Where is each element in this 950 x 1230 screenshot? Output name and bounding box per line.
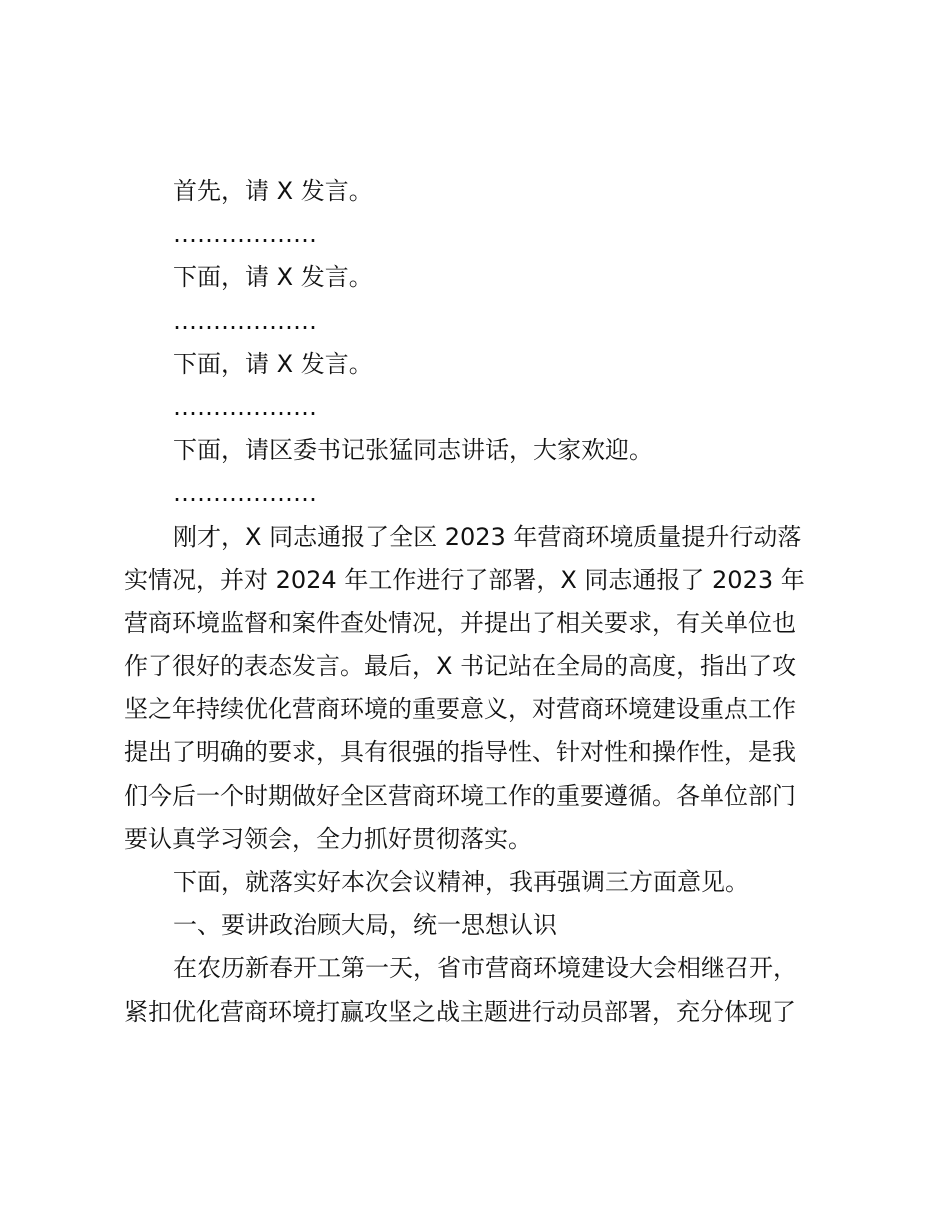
text-line: 下面，请 X 发言。 xyxy=(173,349,373,378)
paragraph-line: 实情况，并对 2024 年工作进行了部署，X 同志通报了 2023 年 xyxy=(124,565,805,594)
paragraph-line: 在农历新春开工第一天，省市营商环境建设大会相继召开， xyxy=(173,954,797,983)
paragraph-line: 提出了明确的要求，具有很强的指导性、针对性和操作性，是我 xyxy=(124,738,796,767)
paragraph-line: 紧扣优化营商环境打赢攻坚之战主题进行动员部署，充分体现了 xyxy=(124,997,796,1026)
ellipsis-line: ……………… xyxy=(173,392,317,421)
ellipsis-line: ……………… xyxy=(173,479,317,508)
text-line: 下面，请 X 发言。 xyxy=(173,263,373,292)
paragraph-line: 营商环境监督和案件查处情况，并提出了相关要求，有关单位也 xyxy=(124,608,796,637)
text-line: 下面，请区委书记张猛同志讲话，大家欢迎。 xyxy=(173,436,653,465)
paragraph-line: 作了很好的表态发言。最后，X 书记站在全局的高度，指出了攻 xyxy=(124,652,797,681)
paragraph-line: 要认真学习领会，全力抓好贯彻落实。 xyxy=(124,824,532,853)
paragraph-line: 们今后一个时期做好全区营商环境工作的重要遵循。各单位部门 xyxy=(124,781,796,810)
ellipsis-line: ……………… xyxy=(173,220,317,249)
text-line: 首先，请 X 发言。 xyxy=(173,177,373,205)
ellipsis-line: ……………… xyxy=(173,306,317,335)
paragraph-line: 刚才，X 同志通报了全区 2023 年营商环境质量提升行动落 xyxy=(173,522,802,551)
paragraph-line: 坚之年持续优化营商环境的重要意义，对营商环境建设重点工作 xyxy=(124,695,796,724)
paragraph-line: 下面，就落实好本次会议精神，我再强调三方面意见。 xyxy=(173,868,749,896)
section-heading: 一、要讲政治顾大局，统一思想认识 xyxy=(173,911,557,940)
document-body xyxy=(124,170,824,1034)
